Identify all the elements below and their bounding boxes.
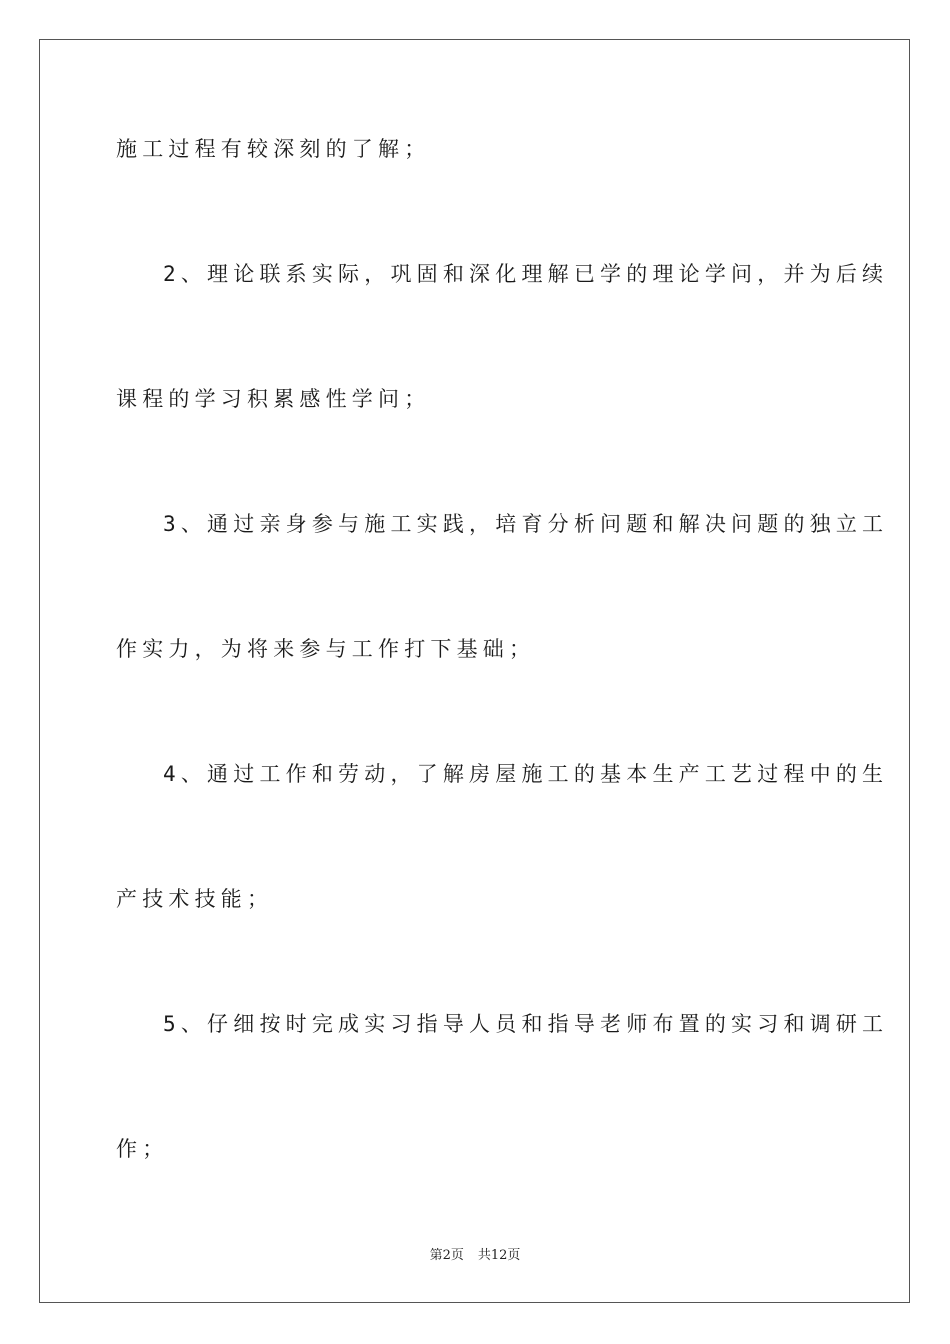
text-line-3: 课程的学习积累感性学问；: [116, 387, 431, 411]
text-line-6: 4、通过工作和劳动，了解房屋施工的基本生产工艺过程中的生: [163, 762, 889, 786]
page-total: 共12页: [477, 1248, 521, 1263]
text-line-8: 5、仔细按时完成实习指导人员和指导老师布置的实习和调研工: [163, 1012, 889, 1036]
text-line-7: 产技术技能；: [116, 887, 274, 911]
text-line-1: 施工过程有较深刻的了解；: [116, 137, 431, 161]
page-footer: [0, 1249, 950, 1262]
page-number: 第2页: [429, 1248, 464, 1263]
text-line-4: 3、通过亲身参与施工实践，培育分析问题和解决问题的独立工: [163, 512, 889, 536]
text-line-5: 作实力，为将来参与工作打下基础；: [116, 637, 536, 661]
text-line-9: 作；: [116, 1137, 169, 1161]
text-line-2: 2、理论联系实际，巩固和深化理解已学的理论学问，并为后续: [163, 262, 889, 286]
page-border: [39, 39, 910, 1303]
